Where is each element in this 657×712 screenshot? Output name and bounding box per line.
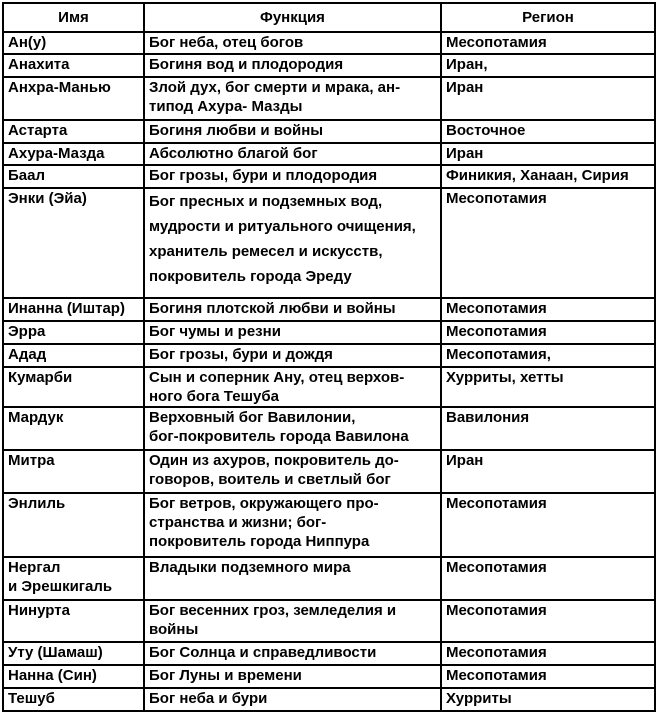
function-cell: Бог ветров, окружающего про- странства и жизни; бог- покровитель города Ниппура xyxy=(144,493,441,557)
region-cell: Месопотамия xyxy=(441,32,655,54)
function-cell: Бог неба, отец богов xyxy=(144,32,441,54)
name-cell: Эрра xyxy=(3,321,144,344)
region-cell: Иран xyxy=(441,77,655,120)
name-cell: Энлиль xyxy=(3,493,144,557)
region-cell: Месопотамия, xyxy=(441,344,655,367)
table-row xyxy=(3,493,655,557)
table-row xyxy=(3,557,655,600)
header-name: Имя xyxy=(3,3,144,32)
region-cell: Вавилония xyxy=(441,407,655,450)
name-cell: Нанна (Син) xyxy=(3,665,144,688)
table-row xyxy=(3,120,655,143)
table-row xyxy=(3,450,655,493)
region-cell: Иран xyxy=(441,450,655,493)
name-cell: Нергал и Эрешкигаль xyxy=(3,557,144,600)
name-cell: Анахита xyxy=(3,54,144,77)
table-row xyxy=(3,77,655,120)
region-cell: Восточное xyxy=(441,120,655,143)
region-cell: Месопотамия xyxy=(441,642,655,665)
function-cell: Богиня плотской любви и войны xyxy=(144,298,441,321)
function-cell: Верховный бог Вавилонии, бог-покровитель города Вавилона xyxy=(144,407,441,450)
table-row xyxy=(3,54,655,77)
table-row xyxy=(3,298,655,321)
name-cell: Нинурта xyxy=(3,600,144,642)
region-cell: Месопотамия xyxy=(441,600,655,642)
region-cell: Месопотамия xyxy=(441,557,655,600)
function-cell: Злой дух, бог смерти и мрака, ан- типод Ахура- Мазды xyxy=(144,77,441,120)
name-cell: Митра xyxy=(3,450,144,493)
function-cell: Бог неба и бури xyxy=(144,688,441,711)
table-row xyxy=(3,143,655,165)
region-cell: Месопотамия xyxy=(441,665,655,688)
function-cell: Богиня любви и войны xyxy=(144,120,441,143)
name-cell: Инанна (Иштар) xyxy=(3,298,144,321)
function-cell: Бог Солнца и справедливости xyxy=(144,642,441,665)
header-row xyxy=(3,3,655,32)
table-row xyxy=(3,600,655,642)
name-cell: Астарта xyxy=(3,120,144,143)
region-cell: Иран, xyxy=(441,54,655,77)
function-cell: Бог весенних гроз, земледелия и войны xyxy=(144,600,441,642)
name-cell: Ан(у) xyxy=(3,32,144,54)
region-cell: Иран xyxy=(441,143,655,165)
table-row xyxy=(3,642,655,665)
function-cell: Сын и соперник Ану, отец верхов- ного бога Тешуба xyxy=(144,367,441,407)
name-cell: Баал xyxy=(3,165,144,188)
name-cell: Ахура-Мазда xyxy=(3,143,144,165)
table-row xyxy=(3,665,655,688)
name-cell: Энки (Эйа) xyxy=(3,188,144,298)
header-function: Функция xyxy=(144,3,441,32)
name-cell: Анхра-Манью xyxy=(3,77,144,120)
deities-table xyxy=(2,2,656,712)
table-row xyxy=(3,188,655,298)
function-cell: Богиня вод и плодородия xyxy=(144,54,441,77)
region-cell: Хурриты xyxy=(441,688,655,711)
function-cell: Абсолютно благой бог xyxy=(144,143,441,165)
name-cell: Мардук xyxy=(3,407,144,450)
region-cell: Финикия, Ханаан, Сирия xyxy=(441,165,655,188)
name-cell: Уту (Шамаш) xyxy=(3,642,144,665)
name-cell: Кумарби xyxy=(3,367,144,407)
region-cell: Хурриты, хетты xyxy=(441,367,655,407)
function-cell: Бог Луны и времени xyxy=(144,665,441,688)
function-cell: Бог грозы, бури и плодородия xyxy=(144,165,441,188)
name-cell: Адад xyxy=(3,344,144,367)
function-cell: Один из ахуров, покровитель до- говоров, воитель и светлый бог xyxy=(144,450,441,493)
region-cell: Месопотамия xyxy=(441,298,655,321)
table-row xyxy=(3,367,655,407)
table-row xyxy=(3,165,655,188)
function-cell: Владыки подземного мира xyxy=(144,557,441,600)
function-cell: Бог чумы и резни xyxy=(144,321,441,344)
header-region: Регион xyxy=(441,3,655,32)
table-row xyxy=(3,407,655,450)
function-cell: Бог пресных и подземных вод, мудрости и ритуального очищения, хранитель ремесел и искусств, покровитель города Эреду xyxy=(144,188,441,298)
region-cell: Месопотамия xyxy=(441,321,655,344)
table-row xyxy=(3,344,655,367)
table-row xyxy=(3,32,655,54)
table-row xyxy=(3,321,655,344)
region-cell: Месопотамия xyxy=(441,188,655,298)
name-cell: Тешуб xyxy=(3,688,144,711)
region-cell: Месопотамия xyxy=(441,493,655,557)
function-cell: Бог грозы, бури и дождя xyxy=(144,344,441,367)
